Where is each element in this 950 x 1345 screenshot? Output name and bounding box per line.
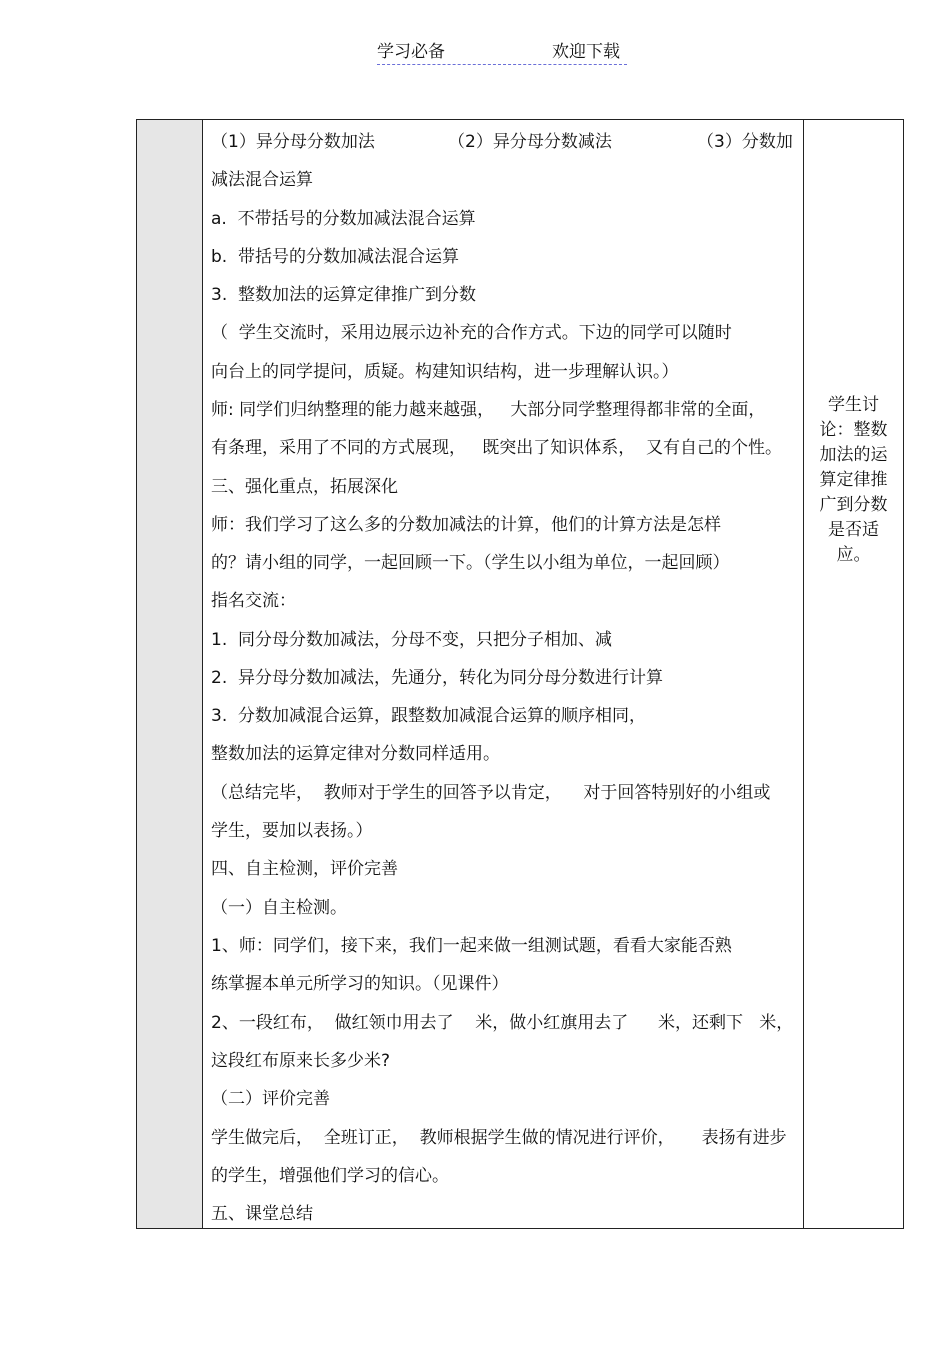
text-line: （ 学生交流时，采用边展示边补充的合作方式。下边的同学可以随时 [211, 323, 732, 343]
left-shaded-column [137, 120, 203, 1228]
text-line: 这段红布原来长多少米? [211, 1051, 391, 1071]
header-right-text: 欢迎下载 [552, 42, 620, 62]
section-heading: 三、强化重点，拓展深化 [211, 477, 398, 497]
subsection-heading: （一）自主检测。 [211, 898, 347, 918]
text-line: 师: 同学们归纳整理的能力越来越强， 大部分同学整理得都非常的全面， [211, 400, 766, 420]
text-line: 学生做完后， 全班订正， 教师根据学生做的情况进行评价， 表扬有进步 [211, 1128, 787, 1148]
lesson-table [136, 119, 904, 1229]
text-line: 师：我们学习了这么多的分数加减法的计算，他们的计算方法是怎样 [211, 515, 721, 535]
text-line: 整数加法的运算定律对分数同样适用。 [211, 744, 500, 764]
side-note-line: 论：整数 [819, 420, 888, 440]
text-line: 向台上的同学提问，质疑。构建知识结构，进一步理解认识。） [211, 362, 679, 382]
text-line: 2、一段红布， 做红领巾用去了 米，做小红旗用去了 [211, 1013, 629, 1033]
text-line: a. 不带括号的分数加减法混合运算 [211, 209, 476, 229]
text-line: （3）分数加 [697, 132, 793, 152]
header-left-text: 学习必备 [377, 42, 445, 62]
side-note-line: 应。 [836, 545, 871, 565]
text-line: （2）异分母分数减法 [448, 132, 612, 152]
text-line: 学生，要加以表扬。） [211, 821, 373, 841]
subsection-heading: （二）评价完善 [211, 1089, 330, 1109]
side-note [810, 393, 897, 568]
text-line: 2. 异分母分数加减法，先通分，转化为同分母分数进行计算 [211, 668, 664, 688]
side-note-line: 加法的运 [819, 445, 888, 465]
side-note-line: 是否适 [828, 520, 879, 540]
text-line: 的？请小组的同学，一起回顾一下。（学生以小组为单位，一起回顾） [211, 553, 730, 573]
text-line: （总结完毕， 教师对于学生的回答予以肯定， 对于回答特别好的小组或 [211, 783, 771, 803]
page-header [377, 40, 627, 65]
text-line: 减法混合运算 [211, 170, 313, 190]
text-line: 3. 整数加法的运算定律推广到分数 [211, 285, 477, 305]
text-line: （1）异分母分数加法 [211, 132, 375, 152]
section-heading: 四、自主检测，评价完善 [211, 859, 398, 879]
lesson-content-cell [203, 120, 804, 1228]
text-line: 指名交流： [211, 591, 296, 611]
text-line: 1、师：同学们，接下来，我们一起来做一组测试题，看看大家能否熟 [211, 936, 732, 956]
text-line: 的学生，增强他们学习的信心。 [211, 1166, 449, 1186]
text-line: 有条理，采用了不同的方式展现， 既突出了知识体系， 又有自己的个性。 [211, 438, 783, 458]
text-line: b. 带括号的分数加减法混合运算 [211, 247, 460, 267]
section-heading: 五、课堂总结 [211, 1204, 313, 1224]
text-line: 米，还剩下 米， [658, 1013, 794, 1033]
text-line: 3. 分数加减混合运算，跟整数加减混合运算的顺序相同， [211, 706, 647, 726]
text-line: 1. 同分母分数加减法，分母不变，只把分子相加、减 [211, 630, 613, 650]
side-note-line: 学生讨 [828, 395, 879, 415]
side-note-line: 广到分数 [819, 495, 888, 515]
side-note-line: 算定律推 [819, 470, 888, 490]
text-line: 练掌握本单元所学习的知识。（见课件） [211, 974, 509, 994]
student-activity-cell [804, 120, 903, 1228]
